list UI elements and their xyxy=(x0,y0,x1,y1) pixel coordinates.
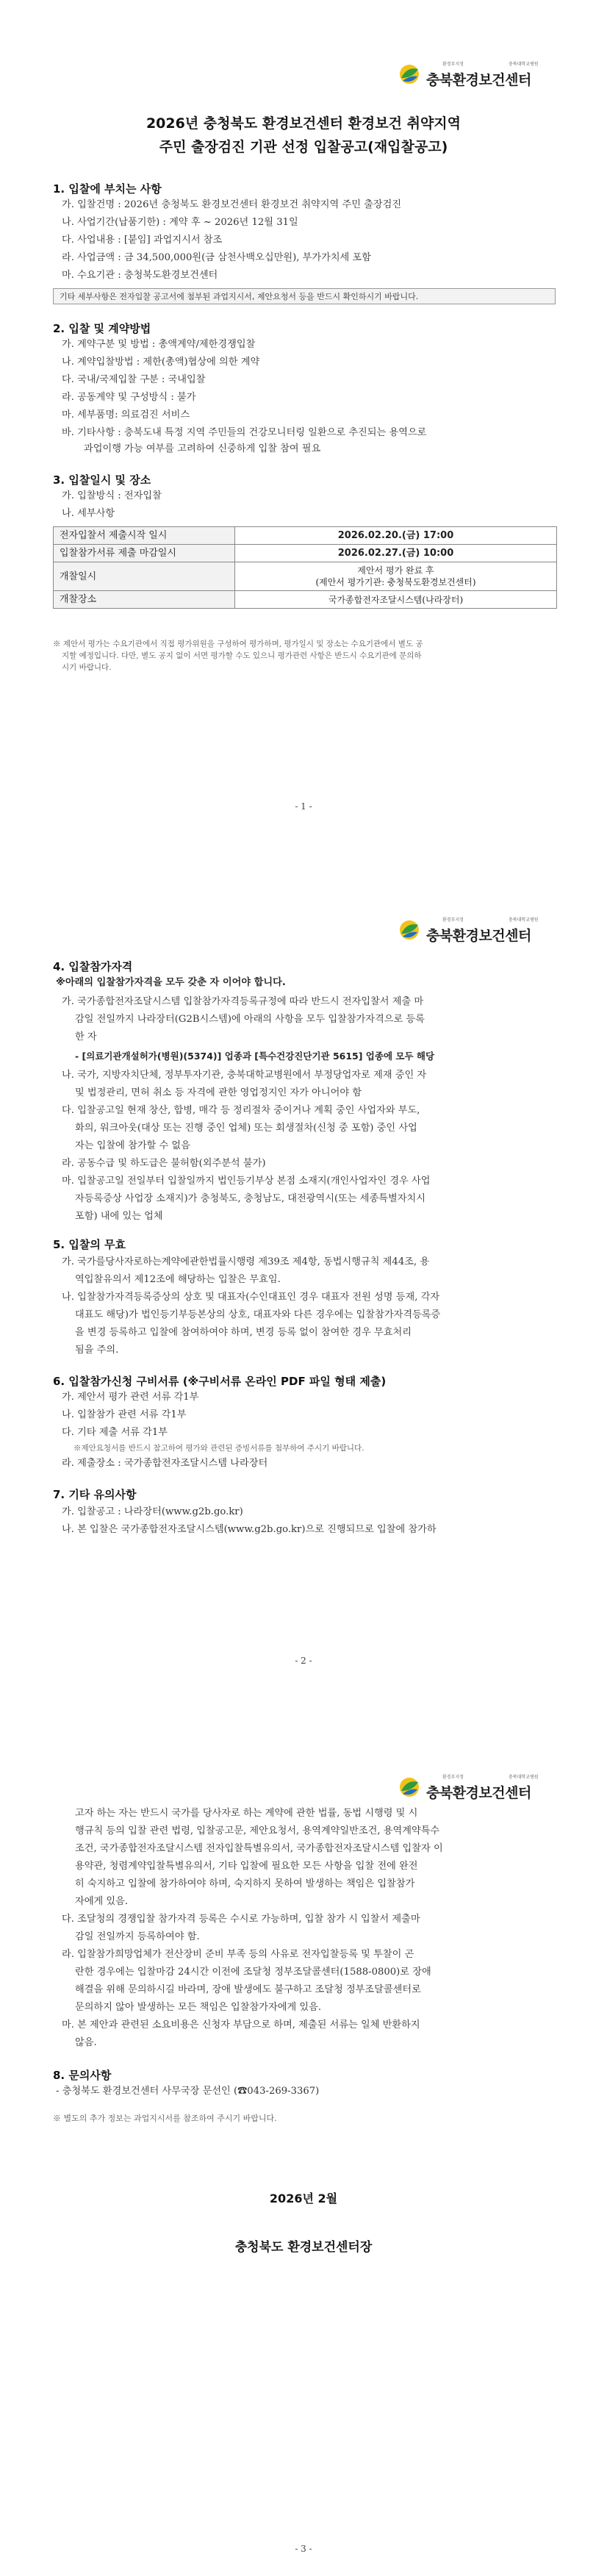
s5-line: 가. 국가를당사자로하는계약에관한법률시행령 제39조 제4항, 동법시행규칙 제44조, 용 xyxy=(62,1256,430,1267)
s5-line: 을 변경 등록하고 입찰에 참여하여야 하며, 변경 등록 없이 참여한 경우 무효처리 xyxy=(75,1327,412,1338)
p3-line: 마. 본 제안과 관련된 소요비용은 신청자 부담으로 하며, 제출된 서류는 일체 반환하지 xyxy=(62,2019,420,2031)
leaf-logo-icon xyxy=(398,919,420,941)
notice-box: 기타 세부사항은 전자입찰 공고서에 첨부된 과업지시서, 제안요청서 등을 반드시 확인하시기 바랍니다. xyxy=(53,288,556,304)
p3-line: 행규칙 등의 입찰 관련 법령, 입찰공고문, 제안요청서, 용역계약일반조건, 용역계약특수 xyxy=(75,1825,440,1836)
page-number: - 2 - xyxy=(295,1656,312,1666)
s4-line: - [의료기관개설허가(병원)(5374)] 업종과 [특수건강진단기관 5615] 업종에 모두 해당 xyxy=(75,1051,435,1062)
table-value-line2: (제안서 평가기관: 충청북도환경보건센터) xyxy=(315,577,476,587)
s1-item: 마. 수요기관 : 충청북도환경보건센터 xyxy=(62,270,218,281)
section-8-heading: 8. 문의사항 xyxy=(53,2069,112,2082)
s5-line: 대표도 해당)가 법인등기부등본상의 상호, 대표자와 다른 경우에는 입찰참가자격등록증 xyxy=(75,1309,441,1320)
s6-note: ※제안요청서를 반드시 참고하여 평가와 관련된 증빙서류를 첨부하여 주시기 바랍니다. xyxy=(73,1444,364,1453)
logo-sub-left: 환경부지정 xyxy=(442,62,464,67)
table-row xyxy=(54,527,557,545)
s6-item: 다. 기타 제출 서류 각1부 xyxy=(62,1427,168,1438)
section-7-heading: 7. 기타 유의사항 xyxy=(53,1488,137,1501)
p3-line: 문의하지 않아 발생하는 모든 책임은 입찰참가자에게 있음. xyxy=(75,2002,322,2013)
table-row xyxy=(54,545,557,562)
contact-line: - 충청북도 환경보건센터 사무국장 문선인 (☎043-269-3367) xyxy=(56,2086,320,2097)
s1-item: 가. 입찰건명 : 2026년 충청북도 환경보건센터 환경보건 취약지역 주민 출장검진 xyxy=(62,199,402,210)
table-label: 전자입찰서 제출시작 일시 xyxy=(54,527,235,545)
table-value: 2026.02.20.(금) 17:00 xyxy=(235,527,557,545)
s4-line: 라. 공동수급 및 하도급은 불허함(외주분석 불가) xyxy=(62,1158,266,1169)
s5-line: 역입찰유의서 제12조에 해당하는 입찰은 무효임. xyxy=(75,1274,281,1285)
section-1-heading: 1. 입찰에 부치는 사항 xyxy=(53,182,162,196)
leaf-logo-icon xyxy=(398,1776,420,1798)
s2-item: 마. 세부품명: 의료검진 서비스 xyxy=(62,409,190,421)
closing-date: 2026년 2월 xyxy=(269,2192,338,2205)
s3-note: 시기 바랍니다. xyxy=(62,663,112,672)
s4-line: 자는 입찰에 참가할 수 없음 xyxy=(75,1140,190,1151)
section-5-heading: 5. 입찰의 무효 xyxy=(53,1238,126,1251)
schedule-table xyxy=(53,526,557,609)
s2-item: 바. 기타사항 : 충북도내 특정 지역 주민들의 건강모니터링 일환으로 추진되는 용역으로 xyxy=(62,427,427,438)
table-row xyxy=(54,591,557,609)
table-value-line1: 제안서 평가 완료 후 xyxy=(357,565,434,576)
s4-line: 나. 국가, 지방자치단체, 정부투자기관, 충북대학교병원에서 부정당업자로 제재 중인 자 xyxy=(62,1070,427,1081)
leaf-logo-icon xyxy=(398,63,420,85)
s3-note: ※ 제안서 평가는 수요기관에서 직접 평가위원을 구성하여 평가하며, 평가일시 및 장소는 수요기관에서 별도 공 xyxy=(53,640,423,648)
table-label: 입찰참가서류 제출 마감일시 xyxy=(54,545,235,562)
section-4-heading: 4. 입찰참가자격 xyxy=(53,960,133,973)
s2-item: 나. 계약입찰방법 : 제한(총액)협상에 의한 계약 xyxy=(62,357,260,368)
s8-note: ※ 별도의 추가 정보는 과업지시서를 참조하여 주시기 바랍니다. xyxy=(53,2114,277,2123)
page-number: - 3 - xyxy=(295,2544,312,2554)
page-1 xyxy=(0,0,607,859)
logo-sub-right: 충북대학교병원 xyxy=(509,917,539,923)
s4-line: 가. 국가종합전자조달시스템 입찰참가자격등록규정에 따라 반드시 전자입찰서 제출 마 xyxy=(62,996,424,1007)
logo-name: 충북환경보건센터 xyxy=(426,928,531,944)
table-value: 국가종합전자조달시스템(나라장터) xyxy=(235,591,557,609)
center-logo xyxy=(398,60,560,90)
s4-line: 화의, 워크아웃(대상 또는 진행 중인 업체) 또는 회생절차(신청 중 포함) 중인 사업 xyxy=(75,1123,417,1134)
s4-line: 마. 입찰공고일 전일부터 입찰일까지 법인등기부상 본점 소재지(개인사업자인 경우 사업 xyxy=(62,1176,431,1187)
page-3 xyxy=(0,1717,607,2576)
p3-line: 해결을 위해 문의하시길 바라며, 장애 발생에도 불구하고 조달청 정부조달콜센터로 xyxy=(75,1984,421,1995)
center-logo xyxy=(398,916,560,945)
s4-line: 및 법정관리, 면허 취소 등 자격에 관한 영업정지인 자가 아니어야 함 xyxy=(75,1087,362,1098)
table-row xyxy=(54,562,557,591)
section-2-heading: 2. 입찰 및 계약방법 xyxy=(53,322,151,335)
s3-item: 나. 세부사항 xyxy=(62,508,115,519)
s1-item: 라. 사업금액 : 금 34,500,000원(금 삼천사백오십만원), 부가가치세 포함 xyxy=(62,252,371,263)
s6-item: 나. 입찰참가 관련 서류 각1부 xyxy=(62,1409,187,1420)
s6-item: 라. 제출장소 : 국가종합전자조달시스템 나라장터 xyxy=(62,1458,268,1469)
s4-line: 한 자 xyxy=(75,1031,97,1042)
s2-item: 라. 공동계약 및 구성방식 : 불가 xyxy=(62,392,196,403)
s4-line: 자등록증상 사업장 소재지)가 충청북도, 충청남도, 대전광역시(또는 세종특별자치시 xyxy=(75,1193,425,1204)
p3-line: 조건, 국가종합전자조달시스템 전자입찰특별유의서, 국가종합전자조달시스템 입찰자 이 xyxy=(75,1843,443,1854)
closing-signature: 충청북도 환경보건센터장 xyxy=(234,2240,373,2255)
section-3-heading: 3. 입찰일시 및 장소 xyxy=(53,473,151,487)
p3-line: 용약관, 청렴계약입찰특별유의서, 기타 입찰에 필요한 모든 사항을 입찰 전에 완전 xyxy=(75,1861,418,1872)
logo-name: 충북환경보건센터 xyxy=(426,72,531,88)
p3-line: 라. 입찰참가희망업체가 전산장비 준비 부족 등의 사유로 전자입찰등록 및 투찰이 곤 xyxy=(62,1949,414,1960)
s1-item: 나. 사업기간(납품기한) : 계약 후 ~ 2026년 12월 31일 xyxy=(62,217,298,228)
table-value: 2026.02.27.(금) 10:00 xyxy=(235,545,557,562)
s4-line: 다. 입찰공고일 현재 창산, 합병, 매각 등 정리절차 중이거나 계획 중인 사업자와 부도, xyxy=(62,1105,420,1116)
s6-item: 가. 제안서 평가 관련 서류 각1부 xyxy=(62,1392,199,1403)
logo-sub-left: 환경부지정 xyxy=(442,1775,464,1780)
logo-sub-right: 충북대학교병원 xyxy=(509,1775,539,1780)
p3-line: 감일 전일까지 등록하여야 함. xyxy=(75,1931,200,1942)
logo-name: 충북환경보건센터 xyxy=(426,1785,531,1801)
section-6-heading: 6. 입찰참가신청 구비서류 (※구비서류 온라인 PDF 파일 형태 제출) xyxy=(53,1375,387,1388)
s2-item-cont: 과업이행 가능 여부를 고려하여 신중하게 입찰 참여 필요 xyxy=(84,443,321,454)
logo-sub-left: 환경부지정 xyxy=(442,917,464,923)
s2-item: 가. 계약구분 및 방법 : 총액계약/제한경쟁입찰 xyxy=(62,339,256,350)
p3-line: 히 숙지하고 입찰에 참가하여야 하며, 숙지하지 못하여 발생하는 책임은 입찰참가 xyxy=(75,1878,415,1889)
s7-line: 가. 입찰공고 : 나라장터(www.g2b.go.kr) xyxy=(62,1506,243,1517)
s5-line: 됨을 주의. xyxy=(75,1345,119,1356)
p3-line: 다. 조달청의 경쟁입찰 참가자격 등록은 수시로 가능하며, 입찰 참가 시 입찰서 제출마 xyxy=(62,1914,420,1925)
p3-line: 자에게 있음. xyxy=(75,1896,129,1907)
document-title-line1: 2026년 충청북도 환경보건센터 환경보건 취약지역 xyxy=(146,115,461,132)
s4-line: 감일 전일까지 나라장터(G2B시스템)에 아래의 사항을 모두 입찰참가자격으로 등록 xyxy=(75,1014,425,1025)
document-title-line2: 주민 출장검진 기관 선정 입찰공고(재입찰공고) xyxy=(159,139,448,155)
logo-sub-right: 충북대학교병원 xyxy=(509,62,539,67)
page-2 xyxy=(0,859,607,1717)
p3-line: 고자 하는 자는 반드시 국가를 당사자로 하는 계약에 관한 법률, 동법 시행령 및 시 xyxy=(75,1808,418,1819)
page-number: - 1 - xyxy=(295,801,312,812)
s2-item: 다. 국내/국제입찰 구분 : 국내입찰 xyxy=(62,374,206,385)
center-logo xyxy=(398,1773,560,1803)
table-label: 개찰일시 xyxy=(54,562,235,591)
p3-line: 않음. xyxy=(75,2037,97,2048)
s4-subheading: ※아래의 입찰참가자격을 모두 갖춘 자 이어야 합니다. xyxy=(56,977,286,988)
s3-item: 가. 입찰방식 : 전자입찰 xyxy=(62,490,162,501)
s1-item: 다. 사업내용 : [붙임] 과업지시서 참조 xyxy=(62,235,223,246)
s3-note: 지할 예정입니다. 다만, 별도 공지 없이 서면 평가할 수도 있으니 평가관련 사항은 반드시 수요기관에 문의하 xyxy=(62,651,422,660)
table-value xyxy=(235,562,557,591)
s7-line: 나. 본 입찰은 국가종합전자조달시스템(www.g2b.go.kr)으로 진행되므로 입찰에 참가하 xyxy=(62,1524,437,1535)
table-label: 개찰장소 xyxy=(54,591,235,609)
s4-line: 포함) 내에 있는 업체 xyxy=(75,1211,163,1222)
s5-line: 나. 입찰참가자격등록증상의 상호 및 대표자(수인대표인 경우 대표자 전원 성명 등재, 각자 xyxy=(62,1292,440,1303)
p3-line: 란한 경우에는 입찰마감 24시간 이전에 조달청 정부조달콜센터(1588-0800)로 장애 xyxy=(75,1967,431,1978)
